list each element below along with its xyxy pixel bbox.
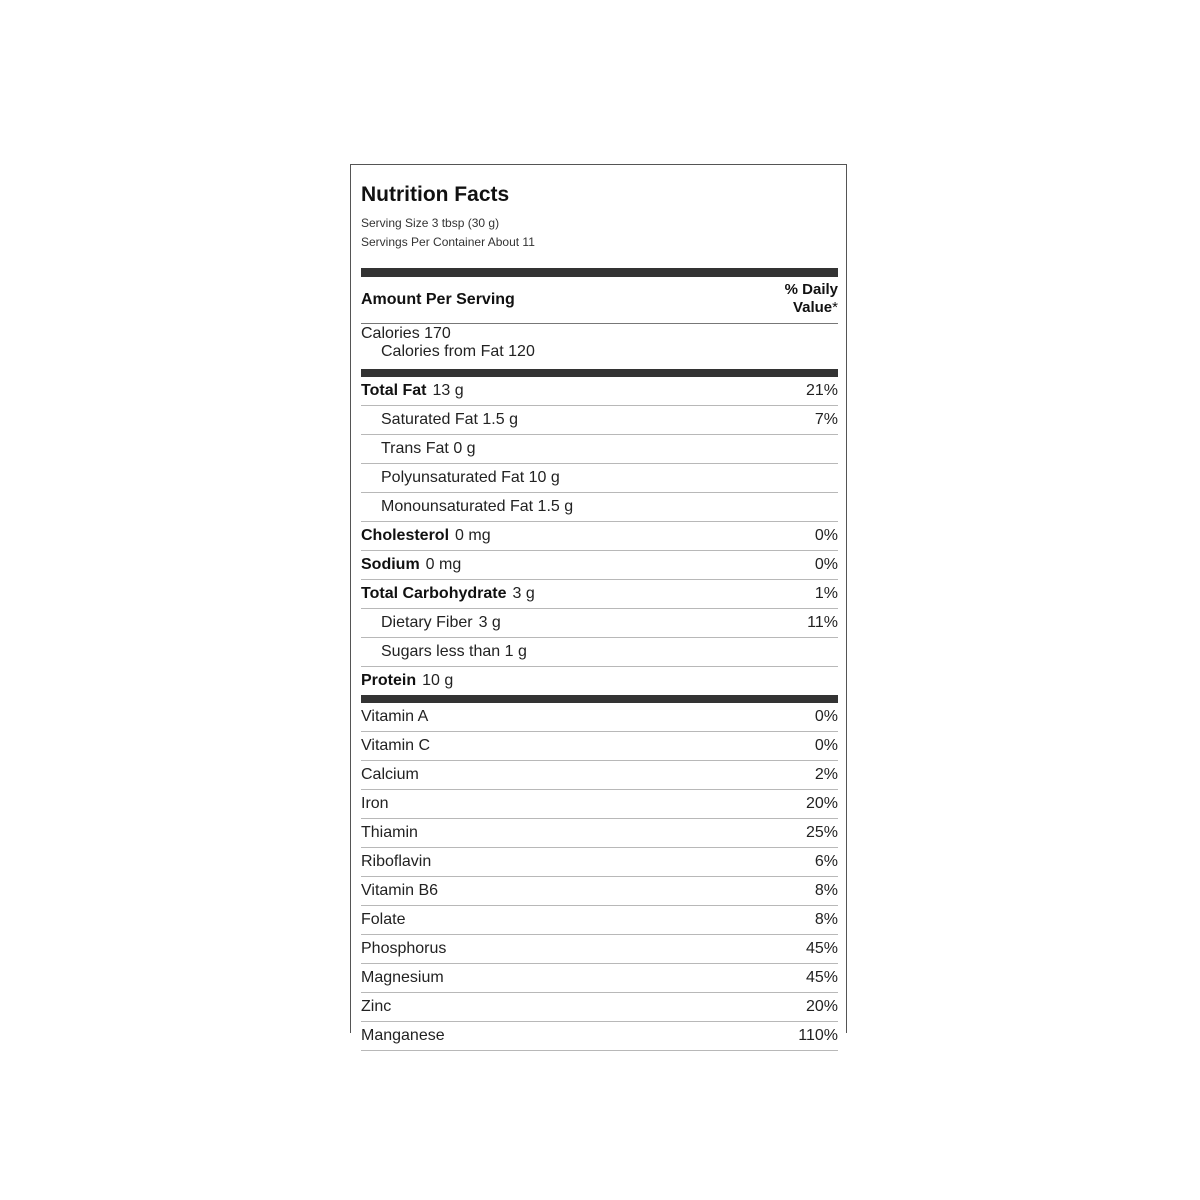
vitamin-row	[361, 732, 838, 761]
vitamin-daily-value: 8%	[814, 882, 838, 899]
serving-size: Serving Size 3 tbsp (30 g)	[361, 216, 500, 230]
nutrient-name	[361, 580, 535, 608]
vitamin-name: Manganese	[361, 1027, 445, 1044]
vitamin-row	[361, 703, 838, 732]
nutrient-label: Sugars less than 1 g	[381, 643, 527, 660]
vitamin-name: Thiamin	[361, 824, 418, 841]
vitamin-name: Vitamin C	[361, 737, 431, 754]
nutrient-label: Dietary Fiber	[381, 614, 473, 631]
vitamin-daily-value: 25%	[805, 824, 838, 841]
nutrient-label: Cholesterol	[361, 527, 450, 544]
nutrient-daily-value: 0%	[814, 527, 838, 544]
nutrient-row	[361, 667, 838, 695]
daily-value-line2: Value	[792, 299, 833, 316]
vitamin-row	[361, 790, 838, 819]
daily-value-line1: % Daily	[784, 281, 838, 298]
vitamin-row	[361, 906, 838, 935]
vitamin-name: Vitamin A	[361, 708, 429, 725]
nutrient-amount: 0 mg	[455, 527, 491, 544]
nutrient-name	[381, 435, 476, 463]
daily-value-asterisk: *	[832, 299, 838, 316]
vitamin-daily-value: 6%	[814, 853, 838, 870]
vitamin-daily-value: 20%	[805, 998, 838, 1015]
nutrient-row	[361, 522, 838, 551]
vitamin-name: Phosphorus	[361, 940, 447, 957]
nutrient-label: Polyunsaturated Fat 10 g	[381, 469, 560, 486]
calories-block	[361, 325, 838, 361]
vitamin-row	[361, 877, 838, 906]
nutrient-amount: 13 g	[432, 382, 464, 399]
nutrient-name	[361, 667, 453, 695]
nutrient-row	[361, 493, 838, 522]
nutrient-row	[361, 609, 838, 638]
nutrient-name	[381, 464, 560, 492]
vitamin-name: Iron	[361, 795, 389, 812]
vitamin-row	[361, 935, 838, 964]
vitamin-daily-value: 0%	[814, 708, 838, 725]
nutrient-name	[381, 406, 518, 434]
nutrient-row	[361, 435, 838, 464]
thick-divider	[361, 268, 838, 277]
vitamin-row	[361, 761, 838, 790]
nutrient-name	[361, 377, 464, 405]
vitamin-row	[361, 964, 838, 993]
vitamin-row	[361, 993, 838, 1022]
nutrient-amount: 3 g	[478, 614, 501, 631]
vitamin-row	[361, 819, 838, 848]
vitamin-row	[361, 1022, 838, 1051]
calories-line: Calories 170	[361, 325, 451, 342]
nutrient-name	[381, 609, 501, 637]
nutrient-daily-value: 21%	[805, 382, 838, 399]
nutrient-name	[361, 522, 491, 550]
nutrient-amount: 0 mg	[425, 556, 462, 573]
vitamin-daily-value: 20%	[805, 795, 838, 812]
vitamin-name: Vitamin B6	[361, 882, 439, 899]
vitamin-name: Calcium	[361, 766, 419, 783]
nutrient-daily-value: 7%	[814, 411, 838, 428]
amount-per-serving-label: Amount Per Serving	[361, 291, 515, 308]
vitamin-daily-value: 110%	[798, 1027, 838, 1044]
nutrient-label: Trans Fat 0 g	[381, 440, 476, 457]
nutrient-label: Total Fat	[361, 382, 427, 399]
nutrient-row	[361, 464, 838, 493]
vitamin-daily-value: 2%	[814, 766, 838, 783]
nutrient-label: Saturated Fat 1.5 g	[381, 411, 518, 428]
vitamin-row	[361, 848, 838, 877]
vitamin-daily-value: 45%	[805, 940, 838, 957]
nutrient-rows	[361, 377, 838, 695]
nutrient-row	[361, 377, 838, 406]
nutrient-row	[361, 406, 838, 435]
nutrient-name	[381, 638, 527, 666]
nutrient-daily-value: 1%	[814, 585, 838, 602]
daily-value-header	[738, 281, 838, 317]
nutrient-label: Sodium	[361, 556, 420, 573]
vitamins-divider	[361, 695, 838, 703]
amount-header-row	[361, 279, 838, 324]
vitamin-name: Magnesium	[361, 969, 444, 986]
vitamin-rows	[361, 703, 838, 1051]
nutrient-amount: 3 g	[512, 585, 535, 602]
nutrient-daily-value: 11%	[807, 614, 838, 631]
nutrient-row	[361, 638, 838, 667]
calories-from-fat-line: Calories from Fat 120	[381, 343, 535, 360]
nutrient-name	[381, 493, 573, 521]
nutrient-row	[361, 580, 838, 609]
vitamin-daily-value: 45%	[805, 969, 838, 986]
nutrition-facts-label	[350, 164, 847, 1044]
servings-per-container: Servings Per Container About 11	[361, 235, 535, 249]
nutrient-daily-value: 0%	[814, 556, 838, 573]
nutrient-row	[361, 551, 838, 580]
nutrient-name	[361, 551, 461, 579]
nutrient-amount: 10 g	[422, 672, 454, 689]
label-title: Nutrition Facts	[361, 183, 510, 206]
calories-divider	[361, 369, 838, 377]
vitamin-name: Zinc	[361, 998, 392, 1015]
vitamin-daily-value: 0%	[814, 737, 838, 754]
vitamin-daily-value: 8%	[814, 911, 838, 928]
vitamin-name: Folate	[361, 911, 406, 928]
vitamin-name: Riboflavin	[361, 853, 432, 870]
nutrient-label: Protein	[361, 672, 417, 689]
nutrient-label: Monounsaturated Fat 1.5 g	[381, 498, 574, 515]
nutrient-label: Total Carbohydrate	[361, 585, 507, 602]
